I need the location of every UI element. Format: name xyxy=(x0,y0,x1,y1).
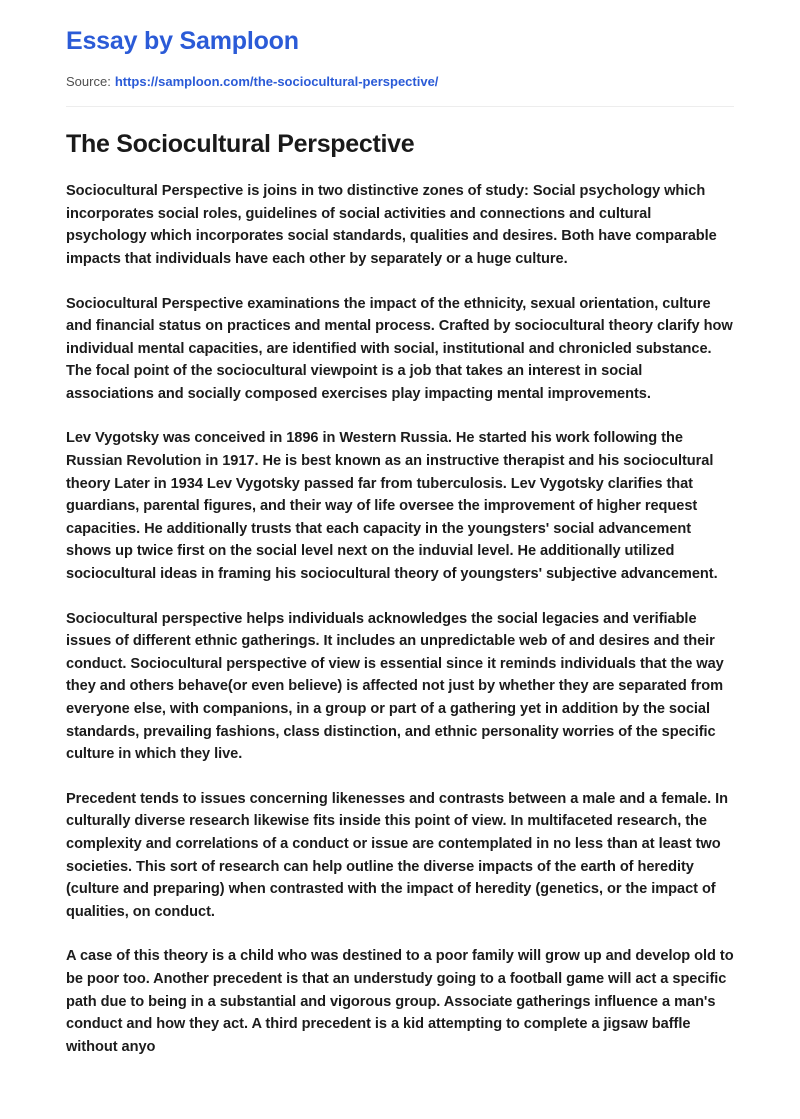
article-paragraph: Precedent tends to issues concerning likenesses and contrasts between a male and a female. In culturally diverse research likewise fits inside this point of view. In multifaceted research, the complexity and correlations of a conduct or issue are contemplated in no less than at least two societies. This sort of research can help outline the diverse impacts of the earth of heredity (culture and preparing) when contrasted with the impact of heredity (genetics, or the impact of qualities, on conduct. xyxy=(66,790,729,920)
header-divider xyxy=(66,106,734,107)
article-paragraph: A case of this theory is a child who was destined to a poor family will grow up and develop old to be poor too. Another precedent is that an understudy going to a football game will act a specific path due to being in a substantial and vigorous group. Associate gatherings influence a man's conduct and how they act. A third precedent is a kid attempting to complete a jigsaw baffle without anyo xyxy=(66,948,734,1055)
page-title: The Sociocultural Perspective xyxy=(66,129,415,158)
article-paragraph: Lev Vygotsky was conceived in 1896 in Western Russia. He started his work following the Russian Revolution in 1917. He is best known as an instructive therapist and his sociocultural theory Later in 1934 Lev Vygotsky passed far from tuberculosis. Lev Vygotsky clarifies that guardians, parental figures, and their way of life oversee the improvement of higher request capacities. He additionally trusts that each capacity in the youngsters' social advancement shows up twice first on the social level next on the induvial level. He additionally utilized sociocultural ideas in framing his sociocultural theory of youngsters' subjective advancement. xyxy=(66,430,718,583)
brand-title[interactable]: Essay by Samploon xyxy=(66,27,299,55)
site-header xyxy=(66,0,734,91)
article-paragraph: Sociocultural Perspective examinations the impact of the ethnicity, sexual orientation, culture and financial status on practices and mental process. Crafted by sociocultural theory clarify how individual mental capacities, are identified with social, institutional and chronicled substance. The focal point of the sociocultural viewpoint is a job that takes an interest in social associations and socially composed exercises play impacting mental improvements. xyxy=(66,295,733,402)
article-paragraph: Sociocultural Perspective is joins in two distinctive zones of study: Social psychology which incorporates social roles, guidelines of social activities and connections and cultural psychology which incorporates social standards, qualities and desires. Both have comparable impacts that individuals have each other by separately or a huge culture. xyxy=(66,183,717,267)
source-url-link[interactable]: https://samploon.com/the-sociocultural-perspective/ xyxy=(114,74,439,89)
source-label: Source: xyxy=(66,74,111,89)
article-body xyxy=(66,180,734,1058)
article-paragraph: Sociocultural perspective helps individuals acknowledges the social legacies and verifiable issues of different ethnic gatherings. It includes an unpredictable web of and desires and their conduct. Sociocultural perspective of view is essential since it reminds individuals that the way they and others behave(or even believe) is affected not just by whether they are separated from everyone else, with companions, in a group or part of a gathering yet in addition by the social standards, prevailing fashions, class distinction, and ethnic personality worries of the specific culture in which they live. xyxy=(66,610,724,763)
source-line xyxy=(66,74,734,91)
